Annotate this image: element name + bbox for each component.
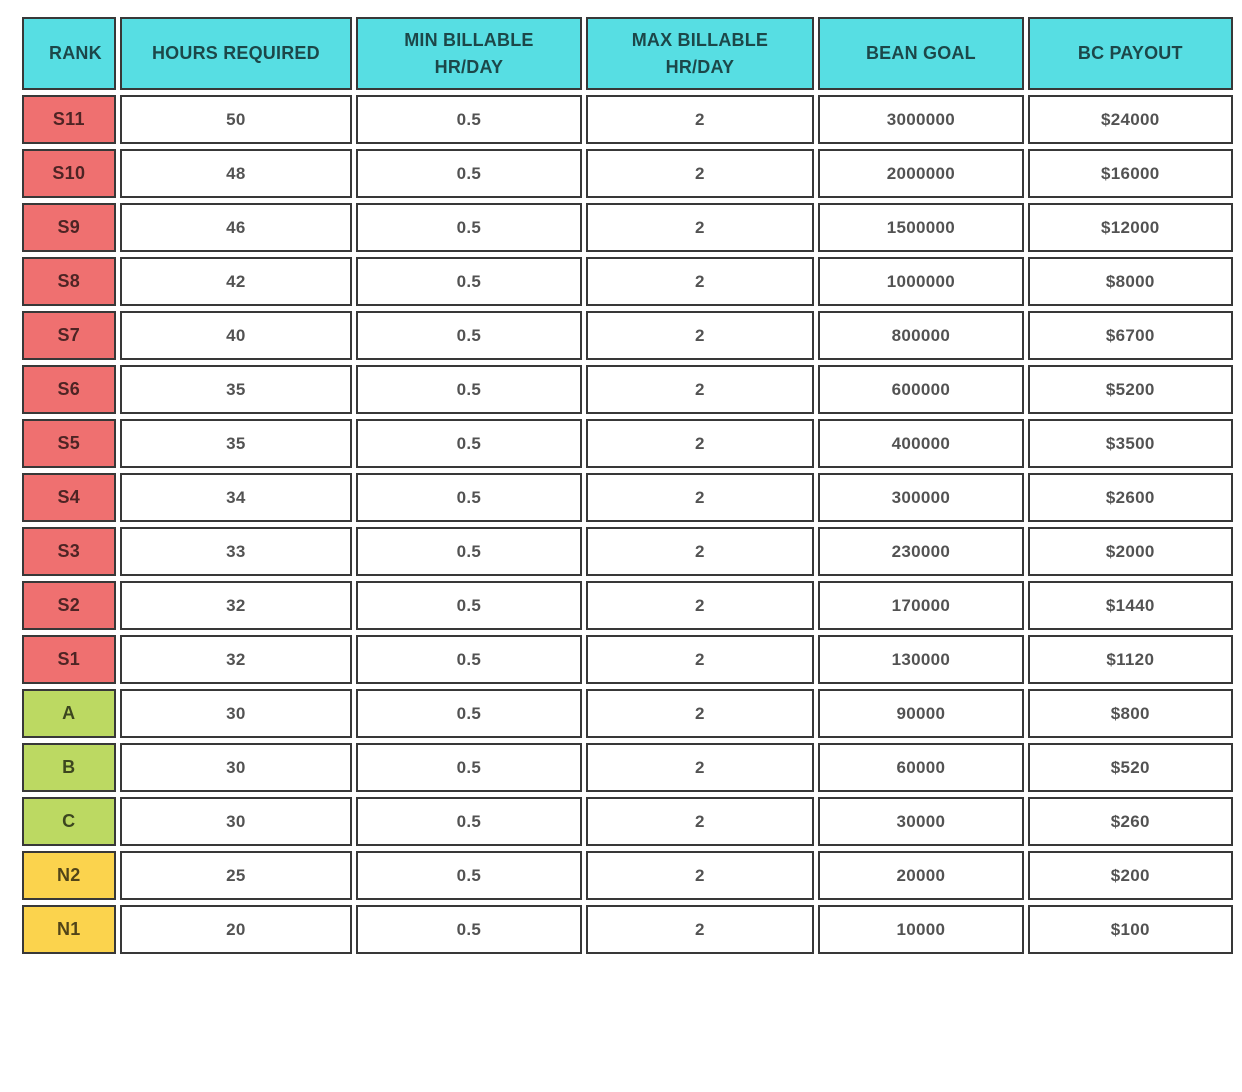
min-billable-cell: 0.5 — [356, 365, 582, 414]
bean-goal-cell: 230000 — [818, 527, 1023, 576]
bean-goal-cell: 3000000 — [818, 95, 1023, 144]
bean-goal-cell: 20000 — [818, 851, 1023, 900]
rank-cell: S3 — [22, 527, 116, 576]
table-row — [22, 635, 1233, 684]
rank-cell: S11 — [22, 95, 116, 144]
bean-goal-cell: 2000000 — [818, 149, 1023, 198]
rank-cell: S6 — [22, 365, 116, 414]
max-billable-cell: 2 — [586, 797, 815, 846]
page — [0, 12, 1242, 1092]
table-row — [22, 851, 1233, 900]
hours-cell: 50 — [120, 95, 353, 144]
table-row — [22, 419, 1233, 468]
max-billable-cell: 2 — [586, 905, 815, 954]
hours-cell: 32 — [120, 635, 353, 684]
hours-cell: 42 — [120, 257, 353, 306]
column-header-rank: RANK — [22, 17, 116, 90]
table-row — [22, 743, 1233, 792]
rank-payout-table — [18, 12, 1237, 959]
rank-cell: C — [22, 797, 116, 846]
hours-cell: 30 — [120, 689, 353, 738]
bean-goal-cell: 1500000 — [818, 203, 1023, 252]
min-billable-cell: 0.5 — [356, 257, 582, 306]
bc-payout-cell: $260 — [1028, 797, 1233, 846]
max-billable-cell: 2 — [586, 95, 815, 144]
bc-payout-cell: $12000 — [1028, 203, 1233, 252]
hours-cell: 35 — [120, 365, 353, 414]
bc-payout-cell: $24000 — [1028, 95, 1233, 144]
rank-cell: N1 — [22, 905, 116, 954]
hours-cell: 20 — [120, 905, 353, 954]
bc-payout-cell: $1120 — [1028, 635, 1233, 684]
rank-cell: S9 — [22, 203, 116, 252]
hours-cell: 46 — [120, 203, 353, 252]
min-billable-cell: 0.5 — [356, 203, 582, 252]
max-billable-cell: 2 — [586, 851, 815, 900]
table-row — [22, 797, 1233, 846]
bean-goal-cell: 600000 — [818, 365, 1023, 414]
min-billable-cell: 0.5 — [356, 905, 582, 954]
column-header-min-billable: MIN BILLABLE HR/DAY — [356, 17, 582, 90]
min-billable-cell: 0.5 — [356, 797, 582, 846]
bc-payout-cell: $16000 — [1028, 149, 1233, 198]
min-billable-cell: 0.5 — [356, 851, 582, 900]
max-billable-cell: 2 — [586, 419, 815, 468]
max-billable-cell: 2 — [586, 527, 815, 576]
column-header-bc-payout: BC PAYOUT — [1028, 17, 1233, 90]
table-row — [22, 527, 1233, 576]
bc-payout-cell: $2000 — [1028, 527, 1233, 576]
hours-cell: 40 — [120, 311, 353, 360]
rank-cell: B — [22, 743, 116, 792]
max-billable-cell: 2 — [586, 581, 815, 630]
rank-cell: S8 — [22, 257, 116, 306]
rank-cell: S4 — [22, 473, 116, 522]
hours-cell: 30 — [120, 797, 353, 846]
bean-goal-cell: 130000 — [818, 635, 1023, 684]
hours-cell: 32 — [120, 581, 353, 630]
max-billable-cell: 2 — [586, 149, 815, 198]
table-row — [22, 689, 1233, 738]
table-row — [22, 905, 1233, 954]
min-billable-cell: 0.5 — [356, 311, 582, 360]
table-row — [22, 95, 1233, 144]
hours-cell: 34 — [120, 473, 353, 522]
max-billable-cell: 2 — [586, 635, 815, 684]
header-row — [22, 17, 1233, 90]
min-billable-cell: 0.5 — [356, 95, 582, 144]
min-billable-cell: 0.5 — [356, 689, 582, 738]
max-billable-cell: 2 — [586, 203, 815, 252]
min-billable-cell: 0.5 — [356, 149, 582, 198]
min-billable-cell: 0.5 — [356, 419, 582, 468]
rank-cell: S7 — [22, 311, 116, 360]
hours-cell: 48 — [120, 149, 353, 198]
hours-cell: 30 — [120, 743, 353, 792]
bean-goal-cell: 1000000 — [818, 257, 1023, 306]
rank-cell: N2 — [22, 851, 116, 900]
max-billable-cell: 2 — [586, 473, 815, 522]
bc-payout-cell: $100 — [1028, 905, 1233, 954]
bc-payout-cell: $1440 — [1028, 581, 1233, 630]
min-billable-cell: 0.5 — [356, 743, 582, 792]
bc-payout-cell: $5200 — [1028, 365, 1233, 414]
bc-payout-cell: $520 — [1028, 743, 1233, 792]
column-header-max-billable: MAX BILLABLE HR/DAY — [586, 17, 815, 90]
bean-goal-cell: 90000 — [818, 689, 1023, 738]
column-header-hours: HOURS REQUIRED — [120, 17, 353, 90]
min-billable-cell: 0.5 — [356, 635, 582, 684]
bean-goal-cell: 170000 — [818, 581, 1023, 630]
table-row — [22, 203, 1233, 252]
bean-goal-cell: 800000 — [818, 311, 1023, 360]
table-row — [22, 581, 1233, 630]
bc-payout-cell: $6700 — [1028, 311, 1233, 360]
rank-cell: S1 — [22, 635, 116, 684]
table-row — [22, 311, 1233, 360]
bean-goal-cell: 300000 — [818, 473, 1023, 522]
bc-payout-cell: $800 — [1028, 689, 1233, 738]
table-row — [22, 149, 1233, 198]
bc-payout-cell: $200 — [1028, 851, 1233, 900]
min-billable-cell: 0.5 — [356, 473, 582, 522]
table-row — [22, 365, 1233, 414]
max-billable-cell: 2 — [586, 743, 815, 792]
min-billable-cell: 0.5 — [356, 527, 582, 576]
hours-cell: 35 — [120, 419, 353, 468]
table-row — [22, 257, 1233, 306]
rank-cell: S5 — [22, 419, 116, 468]
rank-cell: S2 — [22, 581, 116, 630]
bean-goal-cell: 400000 — [818, 419, 1023, 468]
min-billable-cell: 0.5 — [356, 581, 582, 630]
rank-cell: S10 — [22, 149, 116, 198]
table-row — [22, 473, 1233, 522]
column-header-bean-goal: BEAN GOAL — [818, 17, 1023, 90]
max-billable-cell: 2 — [586, 689, 815, 738]
max-billable-cell: 2 — [586, 365, 815, 414]
max-billable-cell: 2 — [586, 257, 815, 306]
rank-cell: A — [22, 689, 116, 738]
hours-cell: 25 — [120, 851, 353, 900]
bean-goal-cell: 10000 — [818, 905, 1023, 954]
bean-goal-cell: 30000 — [818, 797, 1023, 846]
hours-cell: 33 — [120, 527, 353, 576]
bc-payout-cell: $2600 — [1028, 473, 1233, 522]
bean-goal-cell: 60000 — [818, 743, 1023, 792]
max-billable-cell: 2 — [586, 311, 815, 360]
bc-payout-cell: $3500 — [1028, 419, 1233, 468]
bc-payout-cell: $8000 — [1028, 257, 1233, 306]
